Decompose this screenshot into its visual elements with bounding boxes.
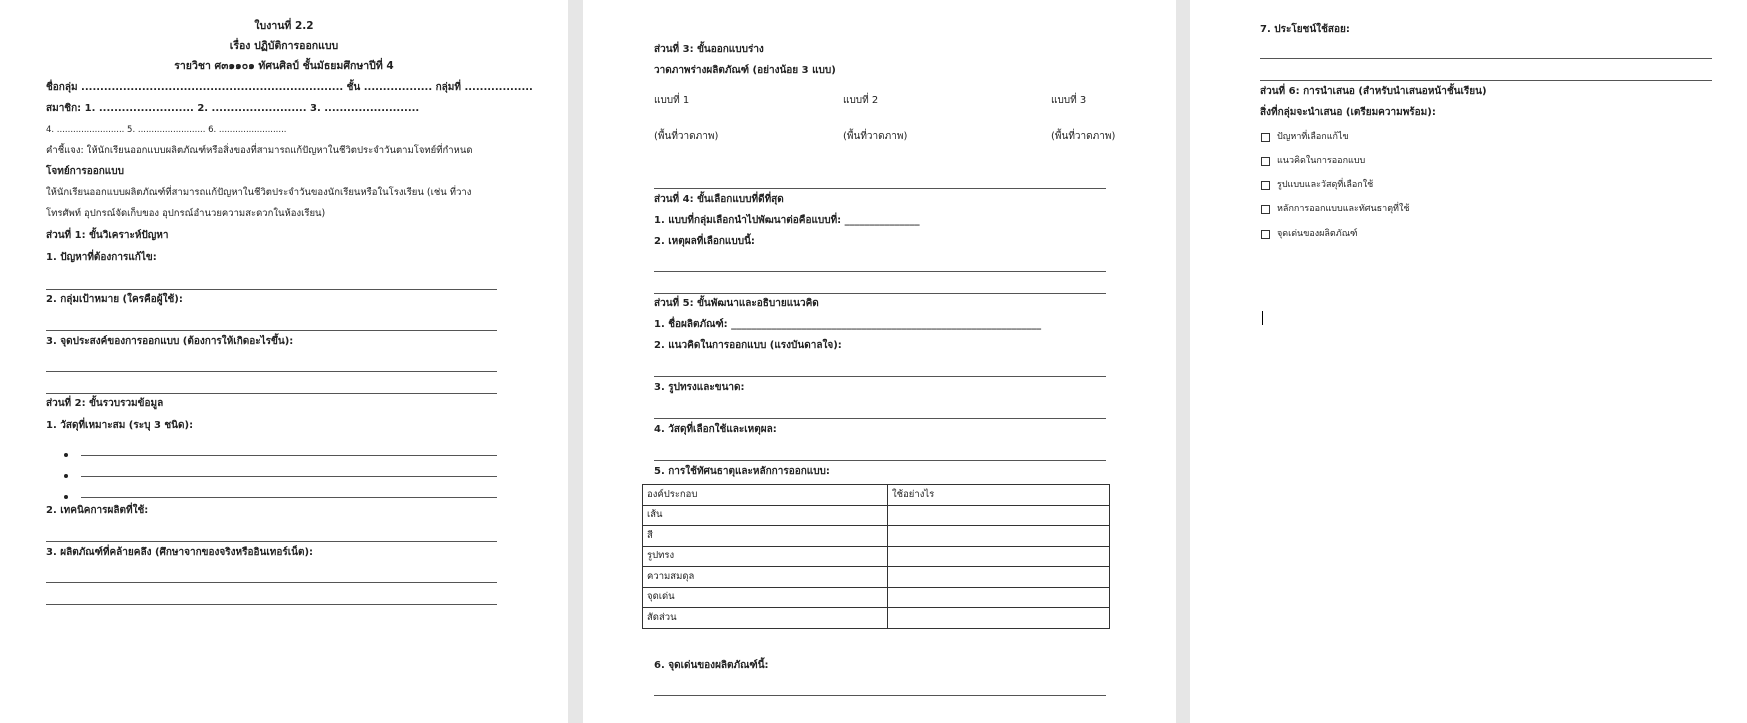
checkbox[interactable] — [1261, 181, 1270, 190]
answer-line[interactable] — [1260, 58, 1712, 59]
worksheet-topic: เรื่อง ปฏิบัติการออกแบบ — [229, 40, 339, 52]
s2-question-2: 2. เทคนิคการผลิตที่ใช้: — [46, 505, 149, 516]
table-cell-element: สัดส่วน — [643, 608, 888, 629]
table-header-cell: ใช้อย่างไร — [888, 485, 1110, 506]
answer-line[interactable] — [46, 330, 497, 331]
checklist-item: ปัญหาที่เลือกแก้ไข — [1277, 132, 1349, 142]
table-cell-answer[interactable] — [888, 567, 1110, 588]
table-cell-element: สี — [643, 526, 888, 547]
sketch-1-area[interactable]: (พื้นที่วาดภาพ) — [654, 131, 719, 142]
table-cell-element: จุดเด่น — [643, 587, 888, 608]
answer-line[interactable] — [654, 695, 1106, 696]
table-row — [643, 526, 1110, 547]
s2-question-1: 1. วัสดุที่เหมาะสม (ระบุ 3 ชนิด): — [46, 420, 194, 431]
answer-line[interactable] — [654, 376, 1106, 377]
table-cell-answer[interactable] — [888, 505, 1110, 526]
text-cursor[interactable] — [1262, 311, 1263, 325]
answer-line[interactable] — [654, 418, 1106, 419]
checklist-item: แนวคิดในการออกแบบ — [1277, 156, 1366, 166]
members-line-2: 4. ......................... 5. ......................... 6. ......................... — [46, 125, 287, 135]
s6-instruction: สิ่งที่กลุ่มจะนำเสนอ (เตรียมความพร้อม): — [1260, 107, 1436, 118]
sketch-2-area[interactable]: (พื้นที่วาดภาพ) — [843, 131, 908, 142]
table-cell-element: เส้น — [643, 505, 888, 526]
section5-heading: ส่วนที่ 5: ขั้นพัฒนาและอธิบายแนวคิด — [654, 298, 819, 309]
document-page-2 — [583, 0, 1176, 723]
section6-heading: ส่วนที่ 6: การนำเสนอ (สำหรับนำเสนอหน้าชั้นเรียน) — [1260, 86, 1487, 97]
checkbox[interactable] — [1261, 157, 1270, 166]
table-cell-element: รูปทรง — [643, 546, 888, 567]
section3-heading: ส่วนที่ 3: ขั้นออกแบบร่าง — [654, 44, 764, 55]
s5-question-1: 1. ชื่อผลิตภัณฑ์: ______________________________________________________________ — [654, 319, 1042, 330]
s4-question-1: 1. แบบที่กลุ่มเลือกนำไปพัฒนาต่อคือแบบที่: _______________ — [654, 215, 920, 226]
answer-line[interactable] — [46, 289, 497, 290]
instruction-text: คำชี้แจง: ให้นักเรียนออกแบบผลิตภัณฑ์หรือสิ่งของที่สามารถแก้ปัญหาในชีวิตประจำวันตามโจทย์ที่กำหนด — [46, 145, 473, 156]
answer-line[interactable] — [81, 476, 497, 477]
table-row — [643, 608, 1110, 629]
s5-question-5: 5. การใช้ทัศนธาตุและหลักการออกแบบ: — [654, 466, 830, 477]
answer-line[interactable] — [46, 541, 497, 542]
checklist-item: จุดเด่นของผลิตภัณฑ์ — [1277, 229, 1358, 239]
worksheet-number: ใบงานที่ 2.2 — [254, 20, 314, 32]
answer-line[interactable] — [46, 582, 497, 583]
table-cell-element: ความสมดุล — [643, 567, 888, 588]
table-header-row — [643, 485, 1110, 506]
answer-line[interactable] — [1260, 80, 1712, 81]
table-cell-answer[interactable] — [888, 546, 1110, 567]
checklist-item: รูปแบบและวัสดุที่เลือกใช้ — [1277, 180, 1374, 190]
table-row — [643, 587, 1110, 608]
s5-question-7: 7. ประโยชน์ใช้สอย: — [1260, 24, 1350, 35]
sketch-3-label: แบบที่ 3 — [1051, 95, 1087, 106]
bullet-icon — [64, 453, 68, 457]
s5-question-4: 4. วัสดุที่เลือกใช้และเหตุผล: — [654, 424, 777, 435]
document-page-1 — [0, 0, 568, 723]
checkbox[interactable] — [1261, 133, 1270, 142]
s3-instruction: วาดภาพร่างผลิตภัณฑ์ (อย่างน้อย 3 แบบ) — [654, 65, 836, 76]
sketch-3-area[interactable]: (พื้นที่วาดภาพ) — [1051, 131, 1116, 142]
design-task-line-1: ให้นักเรียนออกแบบผลิตภัณฑ์ที่สามารถแก้ปัญหาในชีวิตประจำวันของนักเรียนหรือในโรงเรียน (เช่น ที่วาง — [46, 187, 472, 198]
table-cell-answer[interactable] — [888, 587, 1110, 608]
design-elements-table — [642, 484, 1110, 629]
s5-question-6: 6. จุดเด่นของผลิตภัณฑ์นี้: — [654, 660, 769, 671]
bullet-icon — [64, 495, 68, 499]
answer-line[interactable] — [46, 371, 497, 372]
group-name-line: ชื่อกลุ่ม ..................................................................... ชั้น .................. กลุ่มที่ .................. — [46, 82, 533, 93]
table-row — [643, 567, 1110, 588]
answer-line[interactable] — [81, 497, 497, 498]
table-row — [643, 505, 1110, 526]
s5-question-2: 2. แนวคิดในการออกแบบ (แรงบันดาลใจ): — [654, 340, 842, 351]
design-task-heading: โจทย์การออกแบบ — [46, 166, 124, 177]
table-header-cell: องค์ประกอบ — [643, 485, 888, 506]
s1-question-2: 2. กลุ่มเป้าหมาย (ใครคือผู้ใช้): — [46, 294, 183, 305]
checkbox[interactable] — [1261, 230, 1270, 239]
section2-heading: ส่วนที่ 2: ขั้นรวบรวมข้อมูล — [46, 398, 164, 409]
s4-question-2: 2. เหตุผลที่เลือกแบบนี้: — [654, 236, 755, 247]
table-cell-answer[interactable] — [888, 608, 1110, 629]
answer-line[interactable] — [654, 271, 1106, 272]
table-cell-answer[interactable] — [888, 526, 1110, 547]
s1-question-1: 1. ปัญหาที่ต้องการแก้ไข: — [46, 252, 157, 263]
s2-question-3: 3. ผลิตภัณฑ์ที่คล้ายคลึง (ศึกษาจากของจริงหรืออินเทอร์เน็ต): — [46, 547, 314, 558]
answer-line[interactable] — [46, 393, 497, 394]
worksheet-course: รายวิชา ศ๓๑๑๐๑ ทัศนศิลป์ ชั้นมัธยมศึกษาปีที่ 4 — [174, 60, 394, 72]
sketch-1-label: แบบที่ 1 — [654, 95, 690, 106]
s1-question-3: 3. จุดประสงค์ของการออกแบบ (ต้องการให้เกิดอะไรขึ้น): — [46, 336, 294, 347]
answer-line[interactable] — [46, 604, 497, 605]
checklist-item: หลักการออกแบบและทัศนธาตุที่ใช้ — [1277, 204, 1410, 214]
section4-heading: ส่วนที่ 4: ขั้นเลือกแบบที่ดีที่สุด — [654, 194, 784, 205]
s5-question-3: 3. รูปทรงและขนาด: — [654, 382, 745, 393]
section1-heading: ส่วนที่ 1: ขั้นวิเคราะห์ปัญหา — [46, 230, 169, 241]
checkbox[interactable] — [1261, 205, 1270, 214]
answer-line[interactable] — [654, 460, 1106, 461]
answer-line[interactable] — [654, 188, 1106, 189]
document-page-3 — [1190, 0, 1747, 723]
table-row — [643, 546, 1110, 567]
answer-line[interactable] — [654, 293, 1106, 294]
design-task-line-2: โทรศัพท์ อุปกรณ์จัดเก็บของ อุปกรณ์อำนวยความสะดวกในห้องเรียน) — [46, 208, 326, 219]
answer-line[interactable] — [81, 455, 497, 456]
members-line-1: สมาชิก: 1. ......................... 2. ......................... 3. ......................... — [46, 103, 420, 114]
bullet-icon — [64, 474, 68, 478]
sketch-2-label: แบบที่ 2 — [843, 95, 879, 106]
